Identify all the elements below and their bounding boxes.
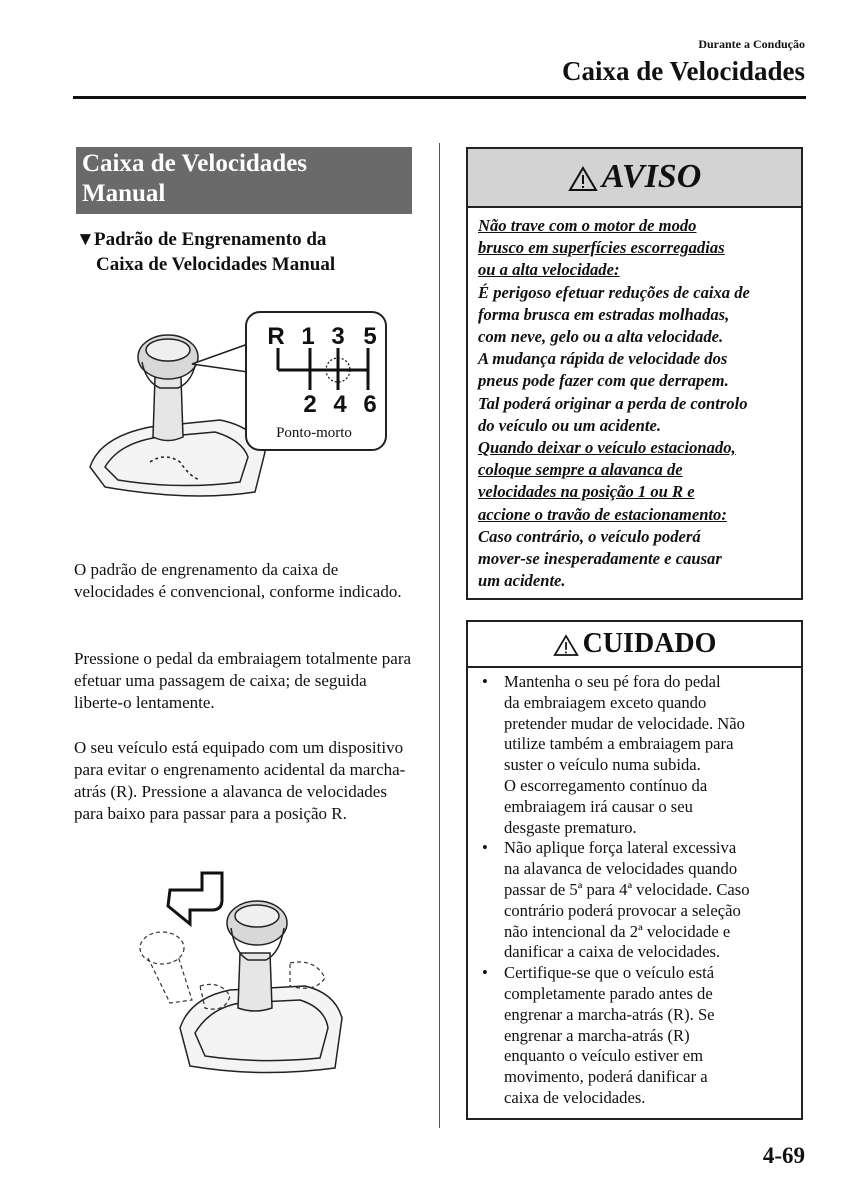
caution-line: enquanto o veículo estiver em	[504, 1046, 704, 1066]
warning-line: Quando deixar o veículo estacionado,	[478, 438, 736, 458]
caution-line: utilize também a embraiagem para	[504, 734, 734, 754]
gear-label-2: 2	[303, 391, 317, 418]
section-title-line1: Caixa de Velocidades	[82, 150, 308, 177]
neutral-label: Ponto-morto	[276, 425, 352, 441]
warning-box-body	[468, 208, 801, 592]
column-divider	[439, 143, 440, 1128]
caution-line: suster o veículo numa subida.	[504, 755, 701, 775]
caution-bullet-item	[480, 672, 793, 838]
caution-line: caixa de velocidades.	[504, 1087, 646, 1107]
caution-line: Mantenha o seu pé fora do pedal	[504, 672, 721, 691]
gear-label-r: R	[267, 323, 285, 350]
caution-line: embraiagem irá causar o seu	[504, 796, 693, 816]
gear-knob-illustration	[180, 901, 342, 1073]
caution-line: danificar a caixa de velocidades.	[504, 942, 721, 962]
caution-line: Não aplique força lateral excessiva	[504, 838, 737, 858]
caution-title: CUIDADO	[582, 628, 717, 659]
paragraph: Pressione o pedal da embraiagem totalmente para efetuar uma passagem de caixa; de seguida liberte-o lentamente.	[74, 649, 412, 712]
warning-line: pneus pode fazer com que derrapem.	[478, 371, 729, 391]
caution-line: completamente parado antes de	[504, 983, 713, 1003]
caution-line: desgaste prematuro.	[504, 817, 637, 837]
caution-box-header	[468, 622, 801, 668]
warning-line: ou a alta velocidade:	[478, 260, 620, 280]
caution-line: pretender mudar de velocidade. Não	[504, 713, 745, 733]
caution-box	[466, 620, 803, 1120]
warning-line: um acidente.	[478, 571, 566, 591]
running-header-section: Durante a Condução	[698, 37, 805, 51]
bullet-dot-icon: •	[482, 672, 488, 691]
warning-line: Não trave com o motor de modo	[478, 216, 697, 235]
caution-line: O escorregamento contínuo da	[504, 775, 708, 795]
warning-triangle-icon	[568, 166, 598, 192]
gear-label-4: 4	[333, 391, 347, 418]
warning-line: Caso contrário, o veículo poderá	[478, 526, 701, 546]
caution-line: engrenar a marcha-atrás (R)	[504, 1025, 690, 1045]
caution-line: engrenar a marcha-atrás (R). Se	[504, 1004, 715, 1024]
caution-line: movimento, poderá danificar a	[504, 1067, 708, 1087]
caution-bullet-item	[480, 963, 793, 1109]
header-rule	[73, 96, 806, 99]
warning-line: do veículo ou um acidente.	[478, 415, 661, 435]
caution-box-body	[468, 668, 801, 1109]
subheading-line1: Padrão de Engrenamento da	[94, 229, 327, 250]
warning-line: mover-se inesperadamente e causar	[478, 549, 722, 569]
page-title: Caixa de Velocidades	[561, 56, 805, 86]
paragraph: O seu veículo está equipado com um dispositivo para evitar o engrenamento acidental da marcha-atrás (R). Pressione a alavanca de velocidades para baixo para passar para a posição R.	[74, 738, 406, 823]
caution-line: contrário poderá provocar a seleção	[504, 900, 741, 920]
triangle-marker-icon: ▼	[76, 229, 95, 250]
subheading-line2: Caixa de Velocidades Manual	[96, 254, 336, 275]
warning-line: coloque sempre a alavanca de	[478, 460, 683, 480]
section-title-box	[76, 147, 412, 214]
warning-line: velocidades na posição 1 ou R e	[478, 482, 695, 502]
gear-label-1: 1	[301, 323, 315, 350]
bullet-dot-icon: •	[482, 838, 488, 858]
subheading	[76, 227, 416, 277]
warning-line: É perigoso efetuar reduções de caixa de	[478, 282, 750, 302]
warning-title: AVISO	[601, 158, 702, 195]
caution-bullet-item	[480, 838, 793, 963]
warning-line: accione o travão de estacionamento:	[478, 504, 727, 524]
warning-box-header	[468, 149, 801, 208]
warning-line: Tal poderá originar a perda de controlo	[478, 393, 748, 413]
callout-leader	[192, 344, 248, 372]
warning-line: com neve, gelo ou a alta velocidade.	[478, 327, 724, 347]
gear-label-5: 5	[363, 323, 377, 350]
caution-line: da embraiagem exceto quando	[504, 692, 707, 712]
caution-line: passar de 5ª para 4ª velocidade. Caso	[504, 879, 750, 899]
bullet-dot-icon: •	[482, 963, 488, 983]
section-title-line2: Manual	[82, 180, 166, 207]
caution-line: Certifique-se que o veículo está	[504, 963, 715, 983]
page-number: 4-69	[762, 1143, 805, 1168]
push-down-arrow-icon	[168, 873, 222, 924]
warning-box	[466, 147, 803, 600]
shift-pattern-figure	[80, 302, 400, 502]
warning-line: forma brusca em estradas molhadas,	[478, 304, 730, 324]
gear-label-3: 3	[331, 323, 345, 350]
gear-label-6: 6	[363, 391, 377, 418]
caution-line: na alavanca de velocidades quando	[504, 859, 738, 879]
warning-triangle-icon	[553, 634, 579, 657]
paragraph: O padrão de engrenamento da caixa de velocidades é convencional, conforme indicado.	[74, 560, 402, 601]
reverse-engagement-figure	[130, 868, 360, 1080]
warning-line: brusco em superfícies escorregadias	[478, 238, 725, 258]
warning-line: A mudança rápida de velocidade dos	[478, 349, 728, 369]
caution-line: não intencional da 2ª velocidade e	[504, 921, 731, 941]
